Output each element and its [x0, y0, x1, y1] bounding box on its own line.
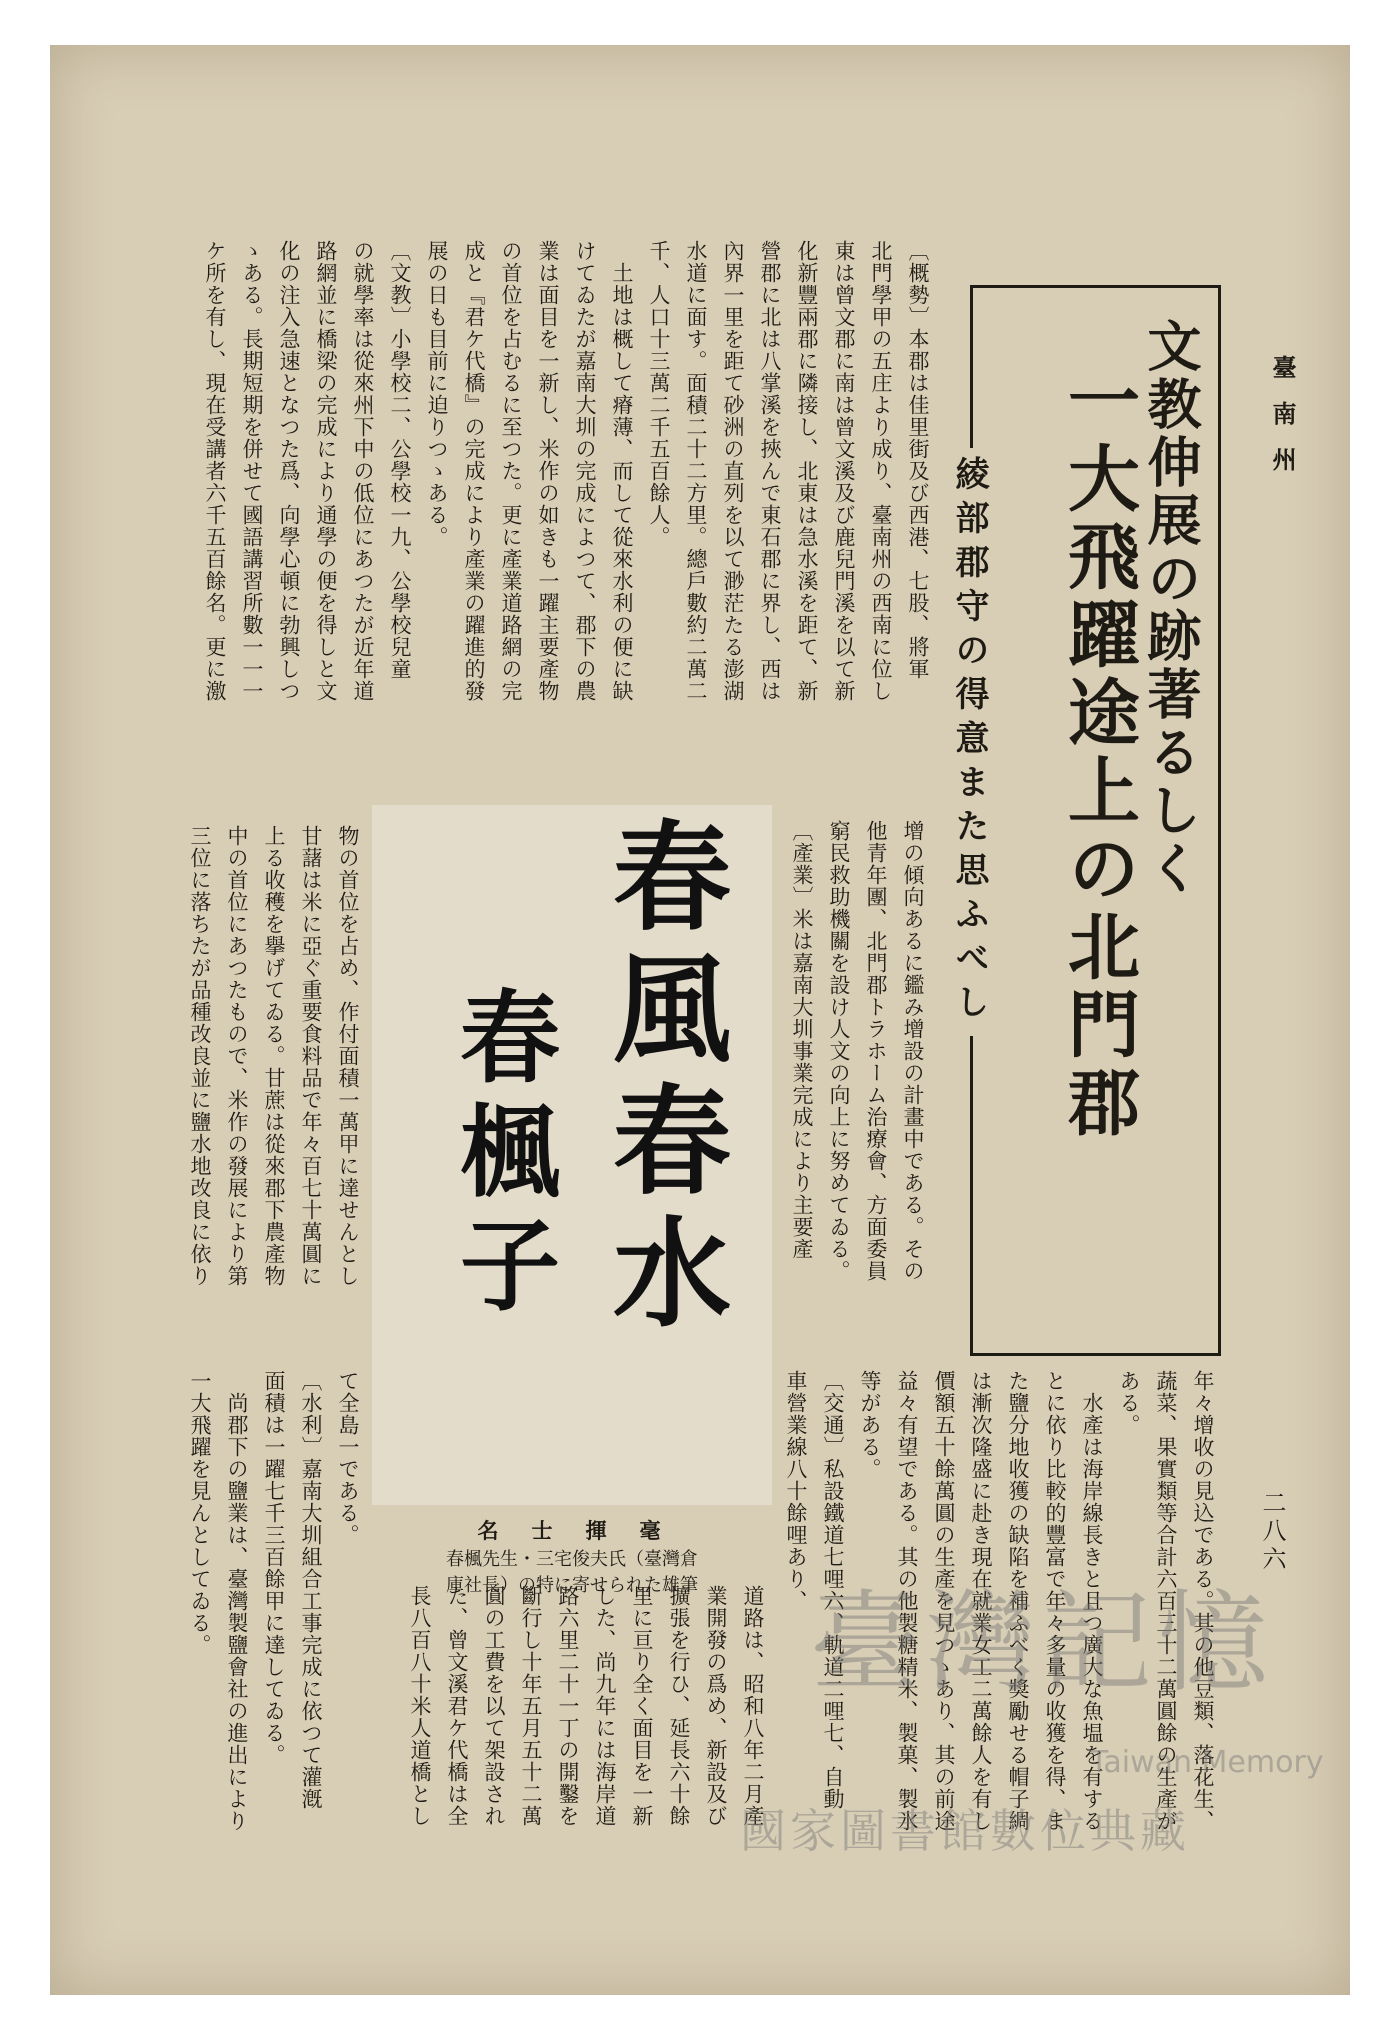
text-column: 路網並に橋梁の完成により通學の便を得しと文 [314, 240, 338, 702]
text-column: た、曾文溪君ケ代橋は全 [445, 1585, 469, 1827]
text-column: 〔交通〕私設鐵道七哩六、軌道二哩七、自動 [821, 1370, 845, 1810]
calligraphy-caption-line-1: 春楓先生・三宅俊夫氏（臺灣倉 [446, 1549, 698, 1570]
text-column: た鹽分地收獲の缺陷を補ふべく獎勵せる帽子綢 [1006, 1370, 1030, 1832]
calligraphy-caption-title: 名 士 揮 毫 [477, 1518, 667, 1543]
text-column: 面積は一躍七千三百餘甲に達してゐる。 [262, 1370, 286, 1766]
text-column: 年々增收の見込である。其の他豆類、落花生、 [1191, 1370, 1215, 1832]
text-column: 等がある。 [858, 1370, 882, 1480]
text-column: 增の傾向あるに鑑み增設の計畫中である。その [901, 820, 925, 1282]
text-column: 東は曾文郡に南は曾文溪及び鹿兒門溪を以て新 [832, 240, 856, 702]
text-column: 業開發の爲め、新設及び [704, 1585, 728, 1827]
text-column: けてゐたが嘉南大圳の完成によつて、郡下の農 [573, 240, 597, 702]
calligraphy-image [372, 805, 772, 1505]
text-column: した、尚九年には海岸道 [593, 1585, 617, 1827]
text-column: 中の首位にあつたもので、米作の發展により第 [225, 825, 249, 1287]
text-column: 成と『君ケ代橋』の完成により產業の躍進的發 [462, 240, 486, 702]
text-column: 北門學甲の五庄より成り、臺南州の西南に位し [869, 240, 893, 702]
text-column: 長八百八十米人道橋とし [408, 1585, 432, 1827]
title-line-1: 文教伸展の跡著るしく [1139, 318, 1203, 898]
text-column: 化の注入急速となつた爲、向學心頓に勃興しつ [277, 240, 301, 702]
calligraphy-caption-line-2: 庫社長）の特に寄せられた雄筆 [446, 1575, 698, 1596]
title-line-2: 一大飛躍途上の北門郡 [1056, 363, 1141, 1143]
text-column: 道路は、昭和八年二月產 [741, 1585, 765, 1827]
calligraphy-signature: 春楓子 [443, 985, 561, 1327]
text-column: 土地は概して瘠薄、而して從來水利の便に缺 [610, 240, 634, 702]
text-column: 他青年團、北門郡トラホーム治療會、方面委員 [864, 820, 888, 1282]
text-column: 益々有望である。其の他製糖精米、製菓、製氷 [895, 1370, 919, 1832]
text-column: 水產は海岸線長きと且つ廣大な魚塭を有する [1080, 1370, 1104, 1832]
text-column: 甘藷は米に亞ぐ重要食料品で年々百七十萬圓に [299, 825, 323, 1287]
watermark-logo: 臺灣記憶 [810, 1579, 1274, 1707]
calligraphy-line-1: 春風春水 [593, 815, 732, 1343]
text-column: の首位を占むるに至つた。更に產業道路網の完 [499, 240, 523, 702]
watermark-subtitle: 國家圖書館數位典藏 [740, 1804, 1190, 1858]
watermark-english: Taiwan Memory [1090, 1745, 1324, 1780]
text-column: 物の首位を占め、作付面積一萬甲に達せんとし [336, 825, 360, 1287]
title-subtitle: 綾部郡守の得意また思ふべし [945, 448, 994, 1036]
page-number: 二八六 [1258, 1490, 1286, 1574]
title-box [949, 285, 1221, 1356]
text-column: は漸次隆盛に赴き現在就業女工二萬餘人を有し [969, 1370, 993, 1832]
text-column: 尚郡下の鹽業は、臺灣製鹽會社の進出により [225, 1370, 249, 1832]
text-column: 內界一里を距て砂洲の直列を以て渺茫たる澎湖 [721, 240, 745, 702]
text-column: 蔬菜、果實類等合計六百三十二萬圓餘の生產が [1154, 1370, 1178, 1832]
text-column: 里に亘り全く面目を一新 [630, 1585, 654, 1827]
text-column: 〔水利〕嘉南大圳組合工事完成に依つて灌漑 [299, 1370, 323, 1810]
text-column: 〔文教〕小學校二、公學校一九、公學校兒童 [388, 240, 412, 680]
text-column: ケ所を有し、現在受講者六千五百餘名。更に激 [203, 240, 227, 702]
text-column: て全島一である。 [336, 1370, 360, 1546]
text-column: 價額五十餘萬圓の生產を見つゝあり、其の前途 [932, 1370, 956, 1832]
text-column: 圓の工費を以て架設され [482, 1585, 506, 1827]
running-head: 臺南州 [1268, 355, 1297, 493]
text-column: の就學率は從來州下中の低位にあつたが近年道 [351, 240, 375, 702]
text-column: 業は面目を一新し、米作の如きも一躍主要產物 [536, 240, 560, 702]
text-column: 化新豐兩郡に隣接し、北東は急水溪を距て、新 [795, 240, 819, 702]
text-column: 水道に面す。面積二十二方里。總戶數約二萬二 [684, 240, 708, 702]
text-column: 〔概勢〕本郡は佳里街及び西港、七股、將軍 [906, 240, 930, 680]
middle-text-block [770, 820, 930, 1340]
text-column: 車營業線八十餘哩あり、 [784, 1370, 808, 1612]
upper-text-block [175, 240, 935, 780]
lower-left-text-block [155, 1370, 365, 1970]
text-column: 路六里二十一丁の開鑿を [556, 1585, 580, 1827]
text-column: 〔產業〕米は嘉南大圳事業完成により主要產 [790, 820, 814, 1260]
text-column: 展の日も目前に迫りつゝある。 [425, 240, 449, 548]
left-middle-text-block [175, 825, 365, 1345]
lower-center-text-block [380, 1585, 770, 1975]
text-column: 擴張を行ひ、延長六十餘 [667, 1585, 691, 1827]
text-column: ある。 [1117, 1370, 1141, 1436]
text-column: 千、人口十三萬二千五百餘人。 [647, 240, 671, 548]
text-column: 一大飛躍を見んとしてゐる。 [188, 1370, 212, 1656]
text-column: 營郡に北は八掌溪を挾んで東石郡に界し、西は [758, 240, 782, 702]
page [50, 45, 1350, 1995]
text-column: 上る收穫を擧げてゐる。甘蔗は從來郡下農產物 [262, 825, 286, 1287]
text-column: 三位に落ちたが品種改良並に鹽水地改良に依り [188, 825, 212, 1287]
text-column: とに依り比較的豐富で年々多量の收獲を得、ま [1043, 1370, 1067, 1832]
text-column: 窮民救助機關を設け人文の向上に努めてゐる。 [827, 820, 851, 1282]
text-column: 斷行し十年五月五十二萬 [519, 1585, 543, 1827]
text-column: ゝある。長期短期を併せて國語講習所數一一一 [240, 240, 264, 702]
